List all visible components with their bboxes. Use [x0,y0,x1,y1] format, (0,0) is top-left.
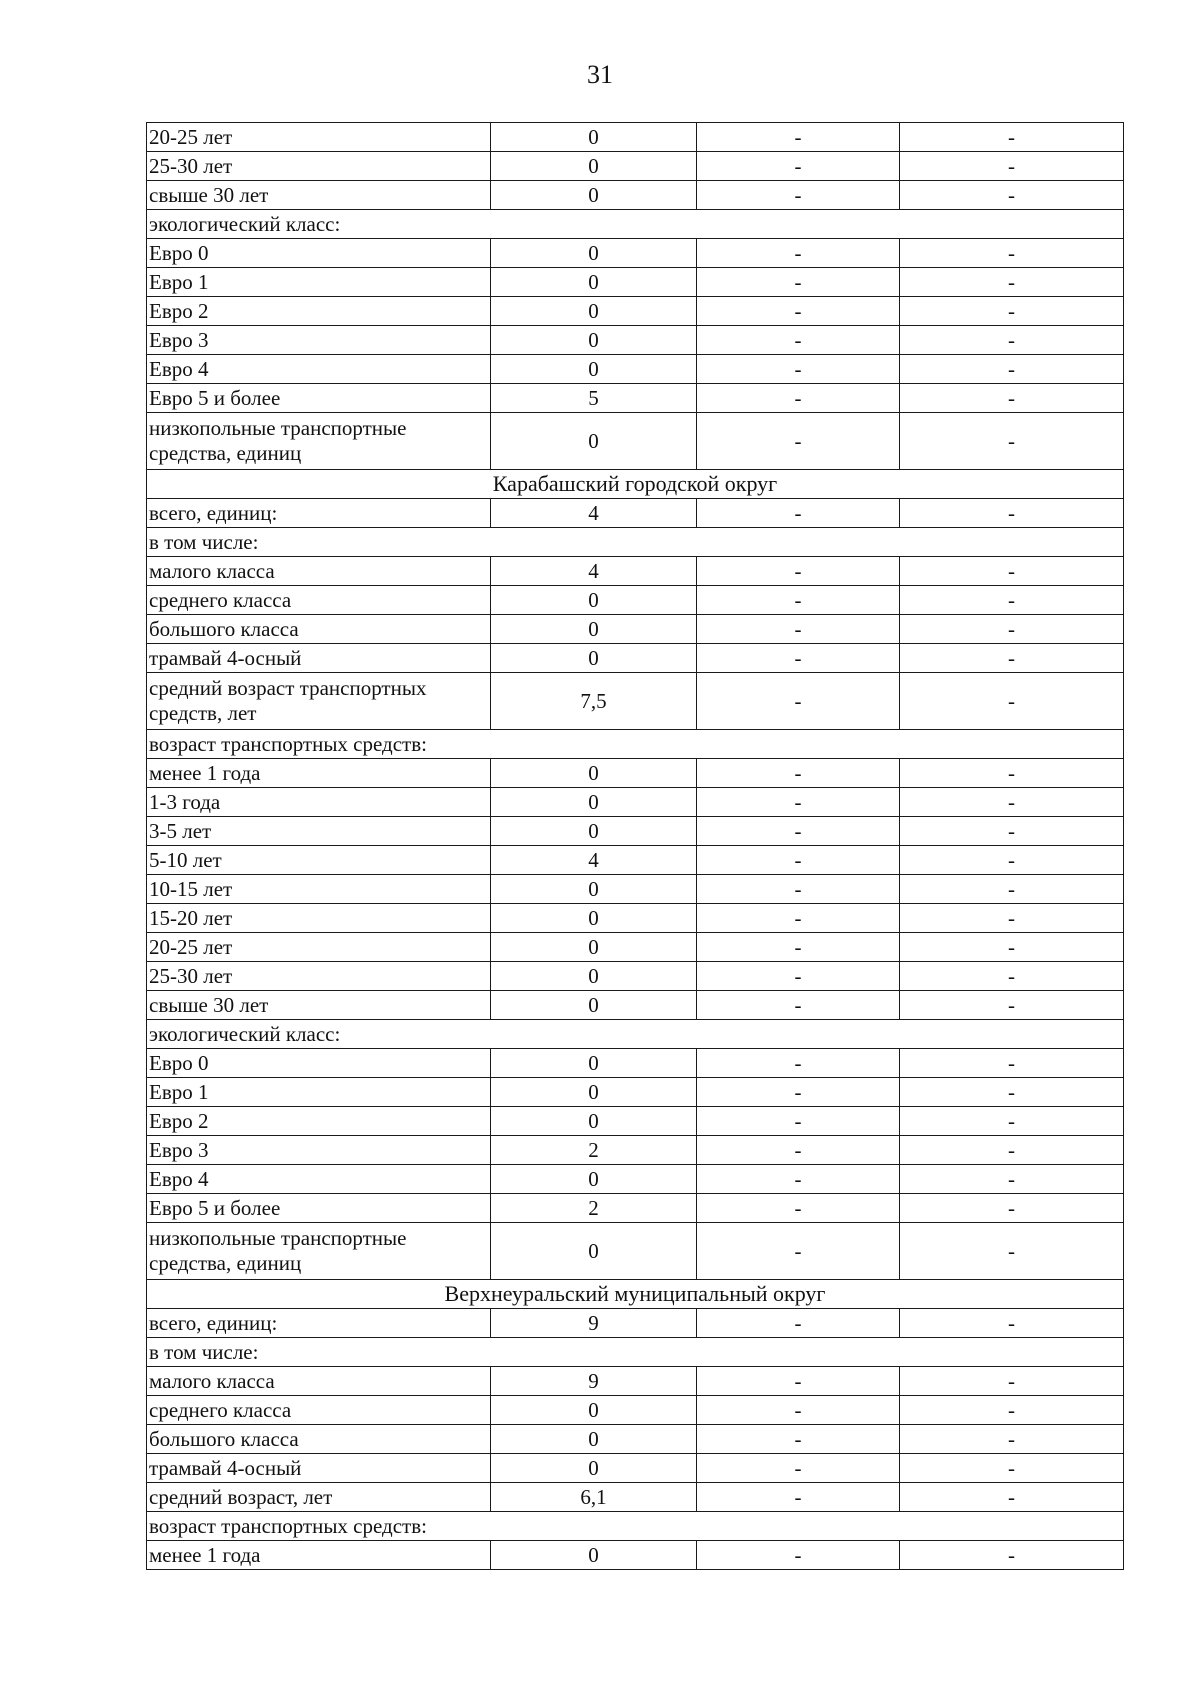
row-label: свыше 30 лет [147,181,491,210]
row-label: большого класса [147,1425,491,1454]
row-col4: - [900,239,1124,268]
row-col4: - [900,991,1124,1020]
row-col3: - [697,384,900,413]
row-col4: - [900,817,1124,846]
row-value: 4 [491,846,697,875]
row-label: 15-20 лет [147,904,491,933]
row-col4: - [900,1078,1124,1107]
row-col3: - [697,1541,900,1570]
table-row [147,499,1124,528]
row-col3: - [697,297,900,326]
row-value: 0 [491,644,697,673]
row-col3: - [697,499,900,528]
table-row [147,123,1124,152]
table-row [147,384,1124,413]
table-row [147,875,1124,904]
row-col4: - [900,788,1124,817]
row-label: Евро 2 [147,297,491,326]
row-label: 20-25 лет [147,933,491,962]
row-col3: - [697,1136,900,1165]
row-label: Евро 1 [147,268,491,297]
row-label: среднего класса [147,1396,491,1425]
region-header-row [147,1280,1124,1309]
row-label: 5-10 лет [147,846,491,875]
row-col4: - [900,962,1124,991]
row-label: 10-15 лет [147,875,491,904]
row-col3: - [697,152,900,181]
row-col3: - [697,586,900,615]
section-row [147,1020,1124,1049]
row-value: 0 [491,413,697,470]
row-col4: - [900,759,1124,788]
row-col4: - [900,557,1124,586]
row-col4: - [900,933,1124,962]
row-col3: - [697,1194,900,1223]
table-row [147,817,1124,846]
row-col4: - [900,615,1124,644]
row-value: 6,1 [491,1483,697,1512]
table-row [147,1136,1124,1165]
table-row [147,962,1124,991]
row-col3: - [697,1049,900,1078]
table-row [147,1223,1124,1280]
region-title: Верхнеуральский муниципальный округ [147,1280,1124,1309]
row-label: трамвай 4-осный [147,1454,491,1483]
row-label: низкопольные транспортные средства, единиц [147,413,491,470]
table-row [147,152,1124,181]
row-label: малого класса [147,1367,491,1396]
row-col3: - [697,413,900,470]
row-col3: - [697,268,900,297]
region-title: Карабашский городской округ [147,470,1124,499]
row-value: 0 [491,181,697,210]
row-label: Евро 5 и более [147,1194,491,1223]
row-value: 9 [491,1309,697,1338]
row-col3: - [697,1396,900,1425]
row-value: 0 [491,933,697,962]
row-value: 0 [491,991,697,1020]
row-value: 0 [491,817,697,846]
row-value: 0 [491,904,697,933]
table-row [147,297,1124,326]
row-label: малого класса [147,557,491,586]
section-label: в том числе: [147,1338,1124,1367]
row-value: 2 [491,1136,697,1165]
row-col3: - [697,991,900,1020]
row-label: трамвай 4-осный [147,644,491,673]
page-number: 31 [587,60,613,89]
row-col4: - [900,297,1124,326]
row-col4: - [900,1454,1124,1483]
table-row [147,788,1124,817]
table-row [147,1309,1124,1338]
row-col3: - [697,1107,900,1136]
row-label: свыше 30 лет [147,991,491,1020]
row-col4: - [900,1165,1124,1194]
row-value: 0 [491,239,697,268]
row-value: 0 [491,1223,697,1280]
table-row [147,1049,1124,1078]
row-label: 25-30 лет [147,962,491,991]
row-label: 1-3 года [147,788,491,817]
row-col4: - [900,644,1124,673]
row-col3: - [697,615,900,644]
row-label: Евро 4 [147,355,491,384]
table-row [147,326,1124,355]
row-value: 9 [491,1367,697,1396]
row-label: Евро 3 [147,1136,491,1165]
row-col3: - [697,644,900,673]
row-col4: - [900,1136,1124,1165]
row-label: менее 1 года [147,1541,491,1570]
row-value: 0 [491,123,697,152]
row-col4: - [900,875,1124,904]
row-col3: - [697,1367,900,1396]
row-label: 3-5 лет [147,817,491,846]
table-row [147,1165,1124,1194]
row-value: 0 [491,1396,697,1425]
row-value: 0 [491,268,697,297]
row-col4: - [900,904,1124,933]
row-value: 0 [491,152,697,181]
row-value: 7,5 [491,673,697,730]
table-row [147,673,1124,730]
row-value: 0 [491,875,697,904]
row-col3: - [697,875,900,904]
row-label: всего, единиц: [147,1309,491,1338]
row-col4: - [900,326,1124,355]
row-label: Евро 5 и более [147,384,491,413]
row-col4: - [900,1049,1124,1078]
row-value: 0 [491,1454,697,1483]
table-row [147,1194,1124,1223]
section-row [147,730,1124,759]
statistics-table [146,122,1124,1570]
row-label: всего, единиц: [147,499,491,528]
table-row [147,181,1124,210]
row-col3: - [697,759,900,788]
row-value: 0 [491,297,697,326]
row-col4: - [900,1367,1124,1396]
row-col4: - [900,586,1124,615]
table-row [147,1541,1124,1570]
row-col3: - [697,123,900,152]
table-row [147,991,1124,1020]
row-col4: - [900,1425,1124,1454]
row-col3: - [697,1223,900,1280]
table-row [147,268,1124,297]
row-label: большого класса [147,615,491,644]
section-label: возраст транспортных средств: [147,1512,1124,1541]
table-body [147,123,1124,1570]
row-value: 0 [491,586,697,615]
table-row [147,644,1124,673]
table-row [147,1483,1124,1512]
row-value: 0 [491,1165,697,1194]
table-row [147,1367,1124,1396]
row-value: 5 [491,384,697,413]
row-value: 0 [491,788,697,817]
row-col3: - [697,846,900,875]
row-col4: - [900,1541,1124,1570]
table-row [147,355,1124,384]
row-label: 25-30 лет [147,152,491,181]
row-col4: - [900,123,1124,152]
row-label: Евро 4 [147,1165,491,1194]
row-value: 2 [491,1194,697,1223]
row-col3: - [697,817,900,846]
section-label: возраст транспортных средств: [147,730,1124,759]
table-row [147,933,1124,962]
row-col4: - [900,1223,1124,1280]
row-col3: - [697,355,900,384]
row-value: 0 [491,1078,697,1107]
row-col3: - [697,788,900,817]
section-row [147,1338,1124,1367]
section-label: экологический класс: [147,210,1124,239]
row-col3: - [697,904,900,933]
row-value: 0 [491,1107,697,1136]
table-row [147,615,1124,644]
row-label: Евро 2 [147,1107,491,1136]
table-row [147,846,1124,875]
row-col3: - [697,962,900,991]
row-col3: - [697,1425,900,1454]
row-col3: - [697,1483,900,1512]
table-row [147,1078,1124,1107]
row-label: низкопольные транспортные средства, единиц [147,1223,491,1280]
row-col3: - [697,239,900,268]
row-value: 4 [491,499,697,528]
row-col3: - [697,673,900,730]
table-row [147,586,1124,615]
table-row [147,1454,1124,1483]
table-row [147,1425,1124,1454]
row-col4: - [900,1396,1124,1425]
row-label: среднего класса [147,586,491,615]
row-col4: - [900,413,1124,470]
table-row [147,904,1124,933]
table-row [147,557,1124,586]
table-row [147,1396,1124,1425]
row-value: 0 [491,326,697,355]
row-value: 0 [491,1049,697,1078]
row-value: 0 [491,1425,697,1454]
row-col4: - [900,1483,1124,1512]
table-row [147,1107,1124,1136]
section-row [147,210,1124,239]
row-col4: - [900,355,1124,384]
row-col4: - [900,846,1124,875]
table-row [147,239,1124,268]
row-label: Евро 1 [147,1078,491,1107]
row-col4: - [900,673,1124,730]
row-value: 4 [491,557,697,586]
row-label: 20-25 лет [147,123,491,152]
row-col4: - [900,1107,1124,1136]
row-label: средний возраст, лет [147,1483,491,1512]
section-label: экологический класс: [147,1020,1124,1049]
row-col4: - [900,1309,1124,1338]
section-label: в том числе: [147,528,1124,557]
row-col3: - [697,1309,900,1338]
row-col3: - [697,1454,900,1483]
row-col4: - [900,499,1124,528]
row-label: Евро 3 [147,326,491,355]
row-col4: - [900,1194,1124,1223]
row-label: Евро 0 [147,239,491,268]
row-value: 0 [491,1541,697,1570]
row-value: 0 [491,759,697,788]
row-col3: - [697,933,900,962]
row-value: 0 [491,962,697,991]
row-value: 0 [491,355,697,384]
row-col3: - [697,1078,900,1107]
section-row [147,1512,1124,1541]
row-value: 0 [491,615,697,644]
section-row [147,528,1124,557]
row-label: Евро 0 [147,1049,491,1078]
row-col4: - [900,152,1124,181]
row-col4: - [900,384,1124,413]
row-col3: - [697,181,900,210]
table-row [147,759,1124,788]
row-col4: - [900,181,1124,210]
row-col3: - [697,557,900,586]
row-col3: - [697,1165,900,1194]
region-header-row [147,470,1124,499]
row-label: менее 1 года [147,759,491,788]
row-col3: - [697,326,900,355]
row-col4: - [900,268,1124,297]
row-label: средний возраст транспортных средств, лет [147,673,491,730]
table-row [147,413,1124,470]
